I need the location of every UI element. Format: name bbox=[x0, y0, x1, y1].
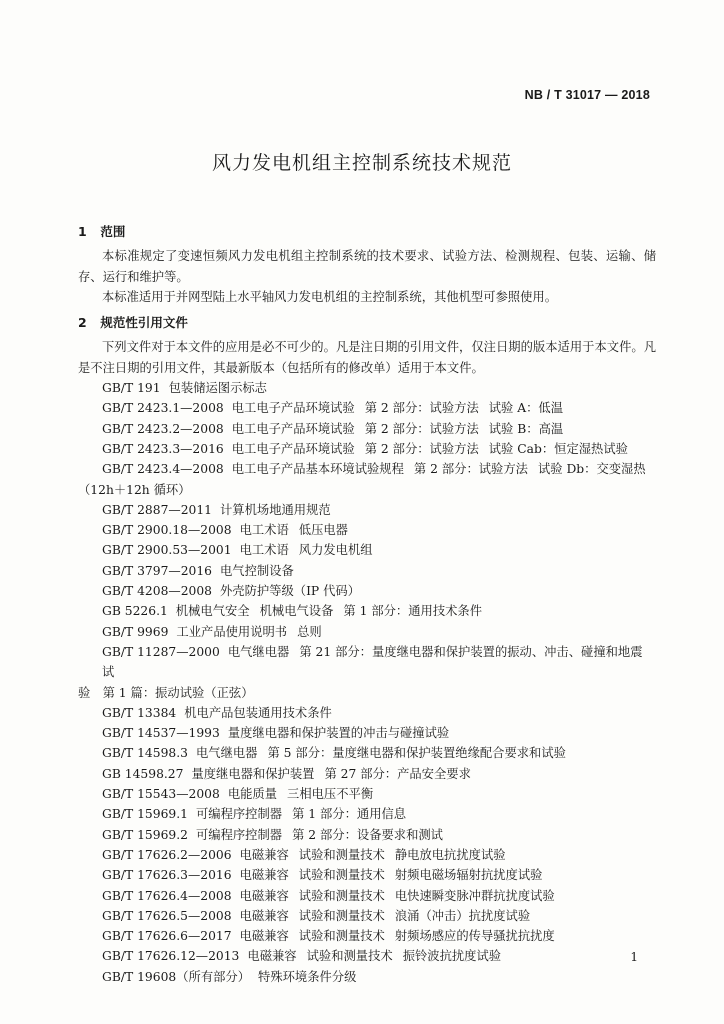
reference-title-part: 电工电子产品基本环境试验规程 bbox=[231, 462, 404, 477]
reference-item bbox=[78, 581, 656, 601]
reference-title-part: 电磁兼容 bbox=[239, 888, 289, 903]
reference-title-part: 第 5 部分：量度继电器和保护装置绝缘配合要求和试验 bbox=[267, 746, 566, 761]
reference-title-part: 机电产品包装通用技术条件 bbox=[184, 705, 332, 720]
reference-title-part: 三相电压不平衡 bbox=[287, 787, 374, 802]
section-1-heading bbox=[78, 222, 656, 242]
reference-item bbox=[78, 784, 656, 804]
reference-title-part: 第 2 部分：试验方法 bbox=[364, 421, 479, 436]
reference-item bbox=[78, 439, 656, 459]
reference-title-part: 试验 A：低温 bbox=[488, 401, 564, 416]
reference-title-part: 电工电子产品环境试验 bbox=[231, 441, 355, 456]
reference-title-part: 机械电气安全 bbox=[175, 604, 250, 619]
reference-continuation: 验 第 1 篇：振动试验（正弦） bbox=[78, 685, 254, 700]
reference-title-part: 电工术语 bbox=[239, 523, 289, 538]
scope-paragraph-2: 本标准适用于并网型陆上水平轴风力发电机组的主控制系统，其他机型可参照使用。 bbox=[102, 289, 557, 304]
reference-item bbox=[78, 743, 656, 763]
reference-title-part: 第 1 部分：通用技术条件 bbox=[343, 604, 483, 619]
reference-item bbox=[78, 764, 656, 784]
reference-title-part: 包装储运图示标志 bbox=[168, 381, 267, 396]
reference-title-part: 机械电气设备 bbox=[259, 604, 334, 619]
reference-title-part: 第 2 部分：设备要求和测试 bbox=[292, 827, 443, 842]
reference-title-part: 射频场感应的传导骚扰抗扰度 bbox=[394, 929, 555, 944]
reference-item bbox=[78, 906, 656, 926]
reference-title-part: 第 21 部分：量度继电器和保护装置的振动、冲击、碰撞和地震试 bbox=[102, 644, 643, 680]
reference-title-part: 第 2 部分：试验方法 bbox=[364, 401, 479, 416]
reference-item bbox=[78, 845, 656, 865]
reference-title-part: 电磁兼容 bbox=[239, 908, 289, 923]
reference-title-part: 试验和测量技术 bbox=[298, 908, 385, 923]
reference-code: GB/T 19608（所有部分） bbox=[102, 969, 251, 984]
reference-code: GB/T 17626.4—2008 bbox=[102, 888, 232, 903]
reference-title-part: 电磁兼容 bbox=[239, 847, 289, 862]
reference-title-part: 电气继电器 bbox=[227, 644, 290, 659]
reference-item bbox=[78, 946, 656, 966]
reference-code: GB/T 3797—2016 bbox=[102, 563, 212, 578]
reference-title-part: 浪涌（冲击）抗扰度试验 bbox=[394, 908, 531, 923]
scope-paragraph-1: 本标准规定了变速恒频风力发电机组主控制系统的技术要求、试验方法、检测规程、包装、运输、储存、运行和维护等。 bbox=[78, 249, 656, 284]
reference-code: GB/T 17626.6—2017 bbox=[102, 929, 232, 944]
reference-title-part: 外壳防护等级（IP 代码） bbox=[220, 584, 361, 599]
reference-item bbox=[78, 398, 656, 418]
reference-item bbox=[78, 865, 656, 885]
reference-title-part: 第 27 部分：产品安全要求 bbox=[324, 766, 471, 781]
reference-item bbox=[78, 459, 656, 479]
references-intro: 下列文件对于本文件的应用是必不可少的。凡是注日期的引用文件，仅注日期的版本适用于本文件。凡是不注日期的引用文件，其最新版本（包括所有的修改单）适用于本文件。 bbox=[78, 340, 656, 375]
reference-code: GB/T 13384 bbox=[102, 705, 177, 720]
reference-list bbox=[78, 378, 656, 987]
reference-item bbox=[78, 723, 656, 743]
reference-title-part: 试验 Cab：恒定湿热试验 bbox=[488, 441, 628, 456]
reference-item bbox=[78, 642, 656, 683]
reference-item bbox=[78, 825, 656, 845]
reference-title-part: 第 2 部分：试验方法 bbox=[364, 441, 479, 456]
reference-title-part: 电能质量 bbox=[227, 787, 278, 802]
reference-title-part: 量度继电器和保护装置 bbox=[191, 766, 315, 781]
reference-code: GB/T 191 bbox=[102, 381, 161, 396]
section-2-heading bbox=[78, 313, 656, 333]
section-1-number: 1 bbox=[78, 224, 87, 239]
reference-code: GB/T 11287—2000 bbox=[102, 644, 220, 659]
reference-title-part: 电快速瞬变脉冲群抗扰度试验 bbox=[394, 888, 555, 903]
reference-title-part: 可编程序控制器 bbox=[195, 807, 283, 822]
reference-title-part: 试验 Db：交变湿热 bbox=[537, 462, 646, 477]
reference-title-part: 电磁兼容 bbox=[239, 929, 289, 944]
reference-continuation: （12h＋12h 循环） bbox=[78, 482, 191, 497]
reference-code: GB/T 2423.2—2008 bbox=[102, 421, 224, 436]
document-body bbox=[78, 222, 656, 987]
reference-code: GB/T 2887—2011 bbox=[102, 502, 212, 517]
reference-item bbox=[78, 378, 656, 398]
reference-code: GB/T 14598.3 bbox=[102, 746, 188, 761]
reference-title-part: 电工电子产品环境试验 bbox=[231, 421, 355, 436]
document-title: 风力发电机组主控制系统技术规范 bbox=[211, 152, 512, 174]
reference-title-part: 试验和测量技术 bbox=[298, 868, 385, 883]
reference-title-part: 量度继电器和保护装置的冲击与碰撞试验 bbox=[227, 726, 450, 741]
reference-code: GB/T 15969.2 bbox=[102, 827, 188, 842]
reference-title-part: 可编程序控制器 bbox=[195, 827, 283, 842]
reference-title-part: 射频电磁场辐射抗扰度试验 bbox=[394, 868, 543, 883]
reference-code: GB/T 15969.1 bbox=[102, 807, 188, 822]
reference-title-part: 试验和测量技术 bbox=[298, 847, 385, 862]
reference-code: GB/T 2423.1—2008 bbox=[102, 401, 224, 416]
reference-code: GB/T 17626.2—2006 bbox=[102, 847, 232, 862]
reference-code: GB/T 17626.5—2008 bbox=[102, 908, 232, 923]
reference-item bbox=[78, 520, 656, 540]
reference-item bbox=[78, 561, 656, 581]
reference-code: GB/T 2900.18—2008 bbox=[102, 523, 232, 538]
reference-code: GB/T 17626.12—2013 bbox=[102, 949, 240, 964]
reference-title-part: 电工电子产品环境试验 bbox=[231, 401, 355, 416]
reference-code: GB/T 2423.3—2016 bbox=[102, 441, 224, 456]
reference-code: GB/T 2423.4—2008 bbox=[102, 462, 224, 477]
reference-item bbox=[78, 967, 656, 987]
reference-title-part: 试验 B：高温 bbox=[488, 421, 564, 436]
section-2-number: 2 bbox=[78, 315, 87, 331]
reference-code: GB/T 17626.3—2016 bbox=[102, 868, 232, 883]
reference-title-part: 特殊环境条件分级 bbox=[258, 969, 357, 984]
reference-title-part: 风力发电机组 bbox=[298, 543, 373, 558]
reference-item bbox=[78, 540, 656, 560]
reference-code: GB/T 4208—2008 bbox=[102, 584, 212, 599]
reference-item bbox=[78, 622, 656, 642]
reference-code: GB/T 9969 bbox=[102, 624, 169, 639]
reference-item bbox=[78, 419, 656, 439]
reference-item bbox=[78, 601, 656, 621]
reference-code: GB 5226.1 bbox=[102, 604, 168, 619]
reference-code: GB 14598.27 bbox=[102, 766, 184, 781]
reference-item bbox=[78, 886, 656, 906]
section-2-title: 规范性引用文件 bbox=[100, 315, 188, 331]
page-number: 1 bbox=[630, 950, 638, 964]
reference-title-part: 第 1 部分：通用信息 bbox=[292, 807, 407, 822]
reference-code: GB/T 2900.53—2001 bbox=[102, 543, 232, 558]
standard-code: NB / T 31017 — 2018 bbox=[524, 88, 650, 102]
reference-title-part: 工业产品使用说明书 bbox=[176, 624, 288, 639]
reference-title-part: 总则 bbox=[297, 624, 322, 639]
reference-title-part: 静电放电抗扰度试验 bbox=[394, 847, 506, 862]
reference-code: GB/T 15543—2008 bbox=[102, 787, 220, 802]
reference-title-part: 振铃波抗扰度试验 bbox=[402, 949, 502, 964]
reference-title-part: 电磁兼容 bbox=[247, 949, 297, 964]
reference-item bbox=[78, 703, 656, 723]
reference-title-part: 第 2 部分：试验方法 bbox=[413, 462, 528, 477]
reference-item bbox=[78, 926, 656, 946]
reference-title-part: 电气继电器 bbox=[195, 746, 258, 761]
reference-code: GB/T 14537—1993 bbox=[102, 726, 220, 741]
reference-title-part: 试验和测量技术 bbox=[306, 949, 393, 964]
reference-title-part: 电工术语 bbox=[239, 543, 289, 558]
reference-item bbox=[78, 804, 656, 824]
reference-title-part: 电磁兼容 bbox=[239, 868, 289, 883]
reference-title-part: 计算机场地通用规范 bbox=[220, 502, 331, 517]
reference-item bbox=[78, 500, 656, 520]
reference-title-part: 试验和测量技术 bbox=[298, 888, 385, 903]
reference-title-part: 低压电器 bbox=[298, 523, 348, 538]
reference-title-part: 电气控制设备 bbox=[220, 563, 294, 578]
reference-title-part: 试验和测量技术 bbox=[298, 929, 385, 944]
section-1-title: 范围 bbox=[100, 224, 126, 239]
